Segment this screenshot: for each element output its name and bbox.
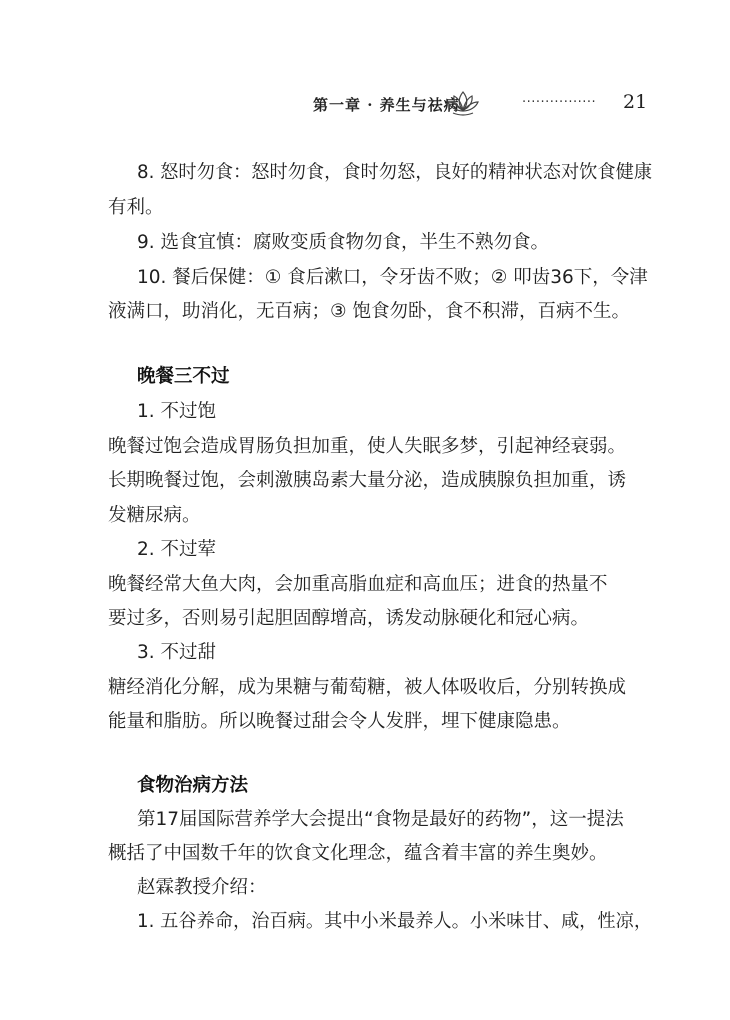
section-heading: 晚餐三不过 (137, 366, 230, 387)
paragraph-line: 8. 怒时勿食：怒时勿食，食时勿怒，良好的精神状态对饮食健康 (137, 162, 653, 183)
paragraph-line: 3. 不过甜 (137, 642, 217, 663)
paragraph-line: 2. 不过荤 (137, 539, 217, 560)
paragraph-line: 要过多，否则易引起胆固醇增高，诱发动脉硬化和冠心病。 (108, 608, 590, 629)
leader-dots: ················ (522, 95, 597, 110)
paragraph-line: 10. 餐后保健：① 食后漱口，令牙齿不败；② 叩齿36下，令津 (137, 267, 648, 288)
paragraph-line: 1. 五谷养命，治百病。其中小米最养人。小米味甘、咸，性凉， (137, 911, 653, 932)
paragraph-line: 赵霖教授介绍： (137, 877, 267, 898)
paragraph-line: 第17届国际营养学大会提出“食物是最好的药物”，这一提法 (137, 809, 624, 830)
page-number: 21 (623, 91, 648, 113)
lotus-icon (445, 88, 481, 118)
paragraph-line: 9. 选食宜慎：腐败变质食物勿食，半生不熟勿食。 (137, 232, 550, 253)
paragraph-line: 长期晚餐过饱，会刺激胰岛素大量分泌，造成胰腺负担加重，诱 (108, 470, 627, 491)
paragraph-line: 概括了中国数千年的饮食文化理念，蕴含着丰富的养生奥妙。 (108, 843, 608, 864)
paragraph-line: 能量和脂肪。所以晚餐过甜会令人发胖，埋下健康隐患。 (108, 711, 571, 732)
section-heading: 食物治病方法 (137, 775, 249, 796)
paragraph-line: 发糖尿病。 (108, 505, 201, 526)
paragraph-line: 晚餐过饱会造成胃肠负担加重，使人失眠多梦，引起神经衰弱。 (108, 436, 627, 457)
paragraph-line: 有利。 (108, 197, 164, 218)
chapter-title: 第一章 · 养生与祛病 (313, 96, 460, 114)
paragraph-line: 糖经消化分解，成为果糖与葡萄糖，被人体吸收后，分别转换成 (108, 677, 627, 698)
paragraph-line: 1. 不过饱 (137, 401, 217, 422)
paragraph-line: 液满口，助消化，无百病；③ 饱食勿卧，食不积滞，百病不生。 (108, 301, 630, 322)
paragraph-line: 晚餐经常大鱼大肉，会加重高脂血症和高血压；进食的热量不 (108, 574, 608, 595)
running-header (0, 88, 730, 122)
